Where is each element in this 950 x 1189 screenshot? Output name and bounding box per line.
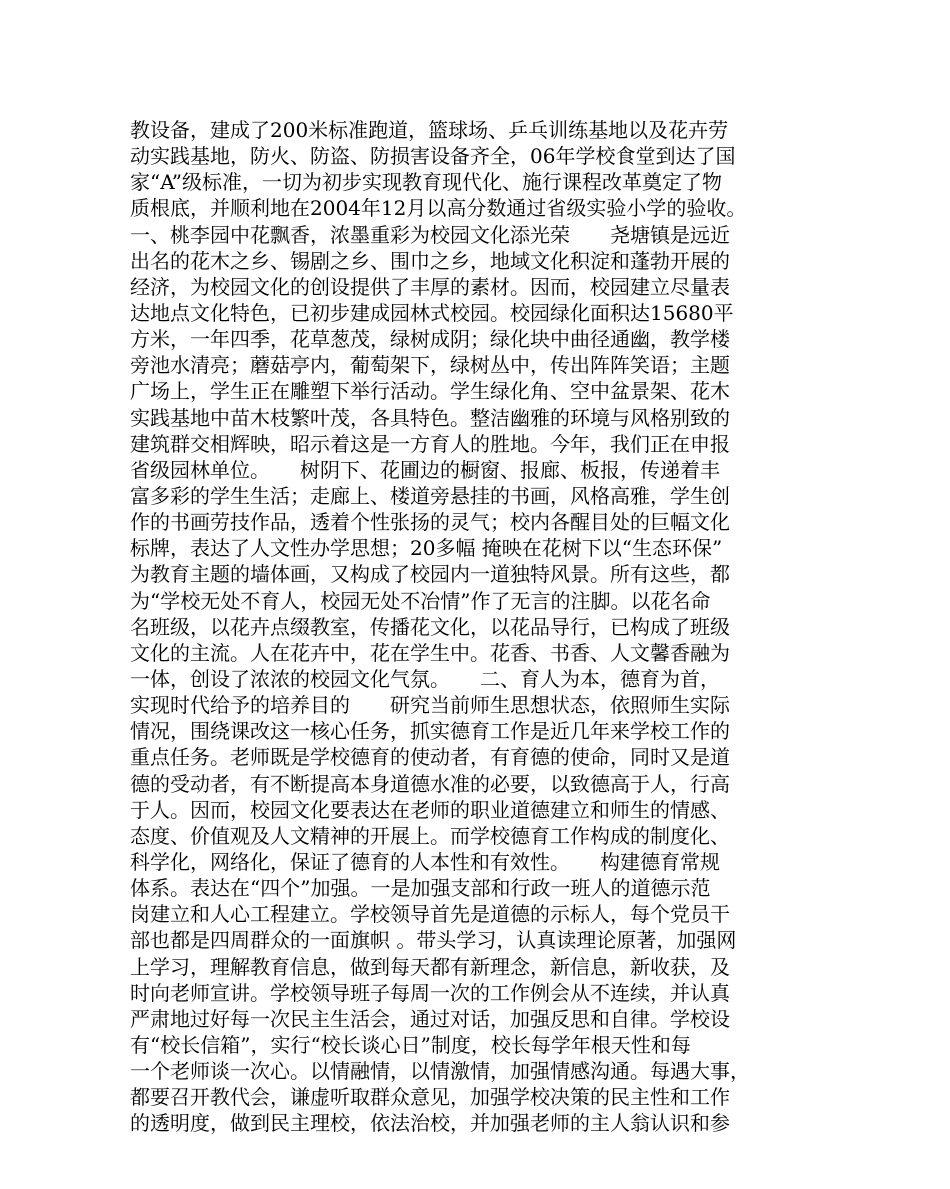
text-line: 教设备，建成了200米标准跑道，篮球场、乒乓训练基地以及花卉劳 xyxy=(130,118,729,142)
text-line: 广场上，学生正在雕塑下举行活动。学生绿化角、空中盆景架、花木 xyxy=(130,379,730,404)
text-line: 德的受动者，有不断提高本身道德水准的必要，以致德高于人，行高 xyxy=(130,771,730,796)
text-line: 标牌，表达了人文性办学思想；20多幅 掩映在花树下以“生态环保” xyxy=(130,536,723,561)
text-line: 一个老师谈一次心。以情融情，以情激情，加强情感沟通。每遇大事， xyxy=(130,1059,750,1084)
body-text xyxy=(130,117,830,1136)
text-line: 上学习，理解教育信息，做到每天都有新理念，新信息，新收获，及 xyxy=(130,954,730,979)
text-line: 作的书画劳技作品，透着个性张扬的灵气；校内各醒目处的巨幅文化 xyxy=(130,510,730,535)
text-line: 有“校长信箱”，实行“校长谈心日”制度，校长每学年根天性和每 xyxy=(130,1032,691,1057)
text-line: 质根底，并顺利地在2004年12月以高分数通过省级实验小学的验收。 xyxy=(130,196,747,221)
text-line: 岗建立和人心工程建立。学校领导首先是道德的示标人，每个党员干 xyxy=(130,902,730,927)
text-line: 的透明度，做到民主理校，依法治校，并加强老师的主人翁认识和参 xyxy=(130,1111,730,1136)
text-line: 一、桃李园中花飘香，浓墨重彩为校园文化添光荣 尧塘镇是远近 xyxy=(130,222,730,247)
text-line: 重点任务。老师既是学校德育的使动者，有育德的使命，同时又是道 xyxy=(130,745,730,770)
text-line: 出名的花木之乡、锡剧之乡、围巾之乡，地域文化积淀和蓬勃开展的 xyxy=(130,248,730,273)
text-line: 达地点文化特色，已初步建成园林式校园。校园绿化面积达15680平 xyxy=(130,300,734,325)
text-line: 动实践基地，防火、防盗、防损害设备齐全，06年学校食堂到达了国 xyxy=(130,144,736,169)
text-line: 实践基地中苗木枝繁叶茂，各具特色。整洁幽雅的环境与风格别致的 xyxy=(130,405,730,430)
text-line: 时向老师宣讲。学校领导班子每周一次的工作例会从不连续，并认真 xyxy=(130,980,730,1005)
text-line: 富多彩的学生生活；走廊上、楼道旁悬挂的书画，风格高雅，学生创 xyxy=(130,483,730,508)
text-line: 家“A”级标准，一切为初步实现教育现代化、施行课程改革奠定了物 xyxy=(130,170,722,195)
text-line: 为“学校无处不育人，校园无处不冶情”作了无言的注脚。以花名命 xyxy=(130,588,711,613)
text-line: 科学化，网络化，保证了德育的人本性和有效性。 构建德育常规 xyxy=(130,849,720,874)
text-line: 于人。因而，校园文化要表达在老师的职业道德建立和师生的情感、 xyxy=(130,797,730,822)
text-line: 实现时代给予的培养目的 研究当前师生思想状态，依照师生实际 xyxy=(130,693,730,718)
text-line: 旁池水清亮；蘑菇亭内，葡萄架下，绿树丛中，传出阵阵笑语；主题 xyxy=(130,353,730,378)
text-line: 部也都是四周群众的一面旗帜 。带头学习，认真读理论原著，加强网 xyxy=(130,928,737,953)
text-line: 态度、价值观及人文精神的开展上。而学校德育工作构成的制度化、 xyxy=(130,823,730,848)
text-line: 为教育主题的墙体画，又构成了校园内一道独特风景。所有这些，都 xyxy=(130,562,730,587)
text-line: 经济，为校园文化的创设提供了丰厚的素材。因而，校园建立尽量表 xyxy=(130,274,730,299)
text-line: 文化的主流。人在花卉中，花在学生中。花香、书香、人文馨香融为 xyxy=(130,640,730,665)
text-line: 名班级，以花卉点缀教室，传播花文化，以花品导行，已构成了班级 xyxy=(130,614,730,639)
text-line: 都要召开教代会，谦虚听取群众意见，加强学校决策的民主性和工作 xyxy=(130,1085,730,1110)
text-line: 严肃地过好每一次民主生活会，通过对话，加强反思和自律。学校设 xyxy=(130,1006,730,1031)
text-line: 方米，一年四季，花草葱茂，绿树成阴；绿化块中曲径通幽，教学楼 xyxy=(130,327,730,352)
text-line: 省级园林单位。 树阴下、花圃边的橱窗、报廊、板报，传递着丰 xyxy=(130,457,720,482)
text-line: 情况，围绕课改这一核心任务，抓实德育工作是近几年来学校工作的 xyxy=(130,719,730,744)
text-line: 建筑群交相辉映，昭示着这是一方育人的胜地。今年，我们正在申报 xyxy=(130,431,730,456)
text-line: 体系。表达在“四个”加强。一是加强支部和行政一班人的道德示范 xyxy=(130,876,711,901)
text-line: 一体，创设了浓浓的校园文化气氛。 二、育人为本，德育为首， xyxy=(130,666,720,691)
